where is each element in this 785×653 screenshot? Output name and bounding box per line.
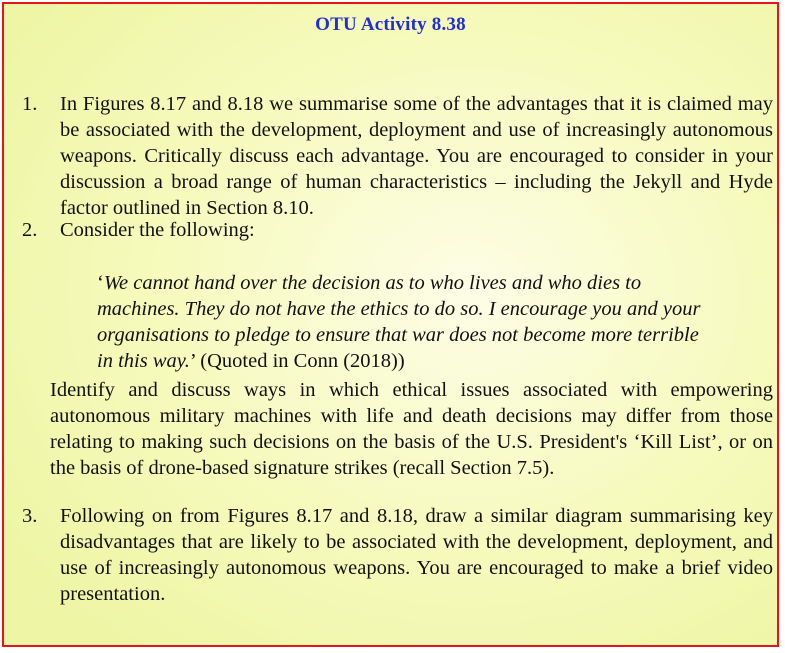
quote-text: We cannot hand over the decision as to who lives and who dies to machines. They do not have the ethics to do so. I encourage you and your organisations to pledge to ensure that war does not become more terrible in this way.	[97, 272, 701, 372]
activity-box	[2, 2, 779, 647]
block-quote	[97, 270, 704, 374]
item-number: 2.	[22, 219, 38, 241]
activity-title: OTU Activity 8.38	[315, 14, 466, 35]
quote-open-mark: ‘	[97, 272, 104, 294]
item-2-followup: Identify and discuss ways in which ethical issues associated with empowering autonomous military machines with life and death decisions may differ from those relating to making such decisions on the basis of the U.S. President's ‘Kill List’, or on the basis of drone-based signature strikes (recall Section 7.5).	[50, 379, 773, 479]
item-text: Following on from Figures 8.17 and 8.18, draw a similar diagram summarising key disadvantages that are likely to be associated with the development, deployment, and use of increasingly autonomous weapons. You are encouraged to make a brief video presentation.	[60, 505, 773, 605]
quote-citation: ’ (Quoted in Conn (2018))	[189, 350, 405, 372]
item-text: In Figures 8.17 and 8.18 we summarise some of the advantages that it is claimed may be associated with the development, deployment and use of increasingly autonomous weapons. Critically discuss each advantage. You are encouraged to consider in your discussion a broad range of human characteristics – including the Jekyll and Hyde factor outlined in Section 8.10.	[60, 93, 773, 219]
item-number: 1.	[22, 93, 38, 115]
item-text: Consider the following:	[60, 219, 255, 241]
item-number: 3.	[22, 505, 38, 527]
